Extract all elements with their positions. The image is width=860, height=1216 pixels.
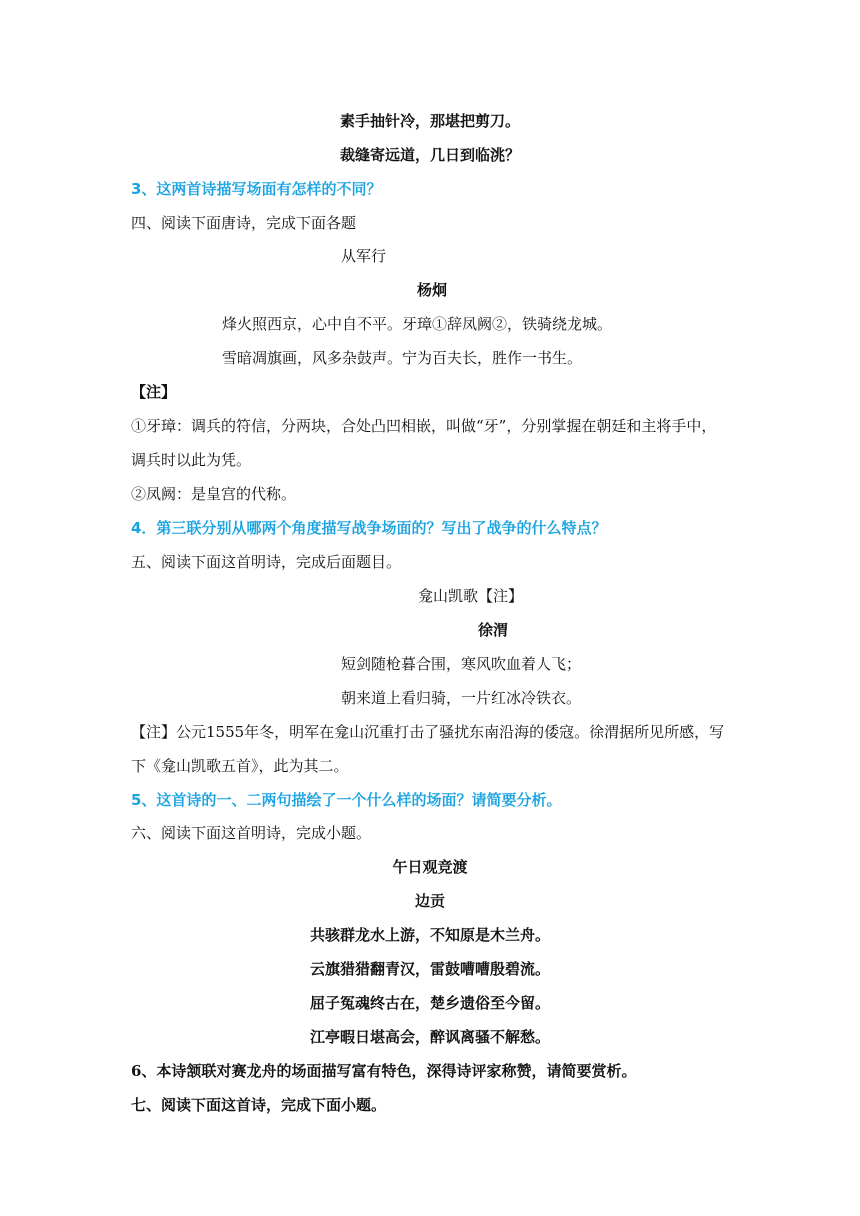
section-4-heading: 四、阅读下面唐诗，完成下面各题 (131, 214, 357, 232)
section-4-poem-line-1: 烽火照西京，心中自不平。牙璋①辞凤阙②，铁骑绕龙城。 (222, 315, 613, 333)
question-3: 3、这两首诗描写场面有怎样的不同？ (131, 180, 382, 198)
question-6: 6、本诗颔联对赛龙舟的场面描写富有特色，深得诗评家称赞，请简要赏析。 (131, 1062, 637, 1080)
section-5-poem-line-1: 短剑随枪暮合围，寒风吹血着人飞； (341, 655, 582, 673)
section-5-poem-title: 龛山凯歌【注】 (418, 587, 524, 605)
section-4-poem-author: 杨炯 (417, 281, 448, 299)
question-5: 5、这首诗的一、二两句描绘了一个什么样的场面？请简要分析。 (131, 791, 562, 809)
section-6-poem-line-1: 共骇群龙水上游，不知原是木兰舟。 (309, 926, 550, 944)
section-5-heading: 五、阅读下面这首明诗，完成后面题目。 (131, 553, 402, 571)
section-5-poem-line-2: 朝来道上看归骑，一片红冰冷铁衣。 (341, 689, 582, 707)
section-7-heading: 七、阅读下面这首诗，完成下面小题。 (131, 1096, 387, 1114)
section-5-poem-author: 徐渭 (478, 621, 509, 639)
section-4-poem-line-2: 雪暗凋旗画，风多杂鼓声。宁为百夫长，胜作一书生。 (222, 349, 583, 367)
section-5-note-a: 【注】公元1555年冬，明军在龛山沉重打击了骚扰东南沿海的倭寇。徐渭据所见所感，写 (131, 723, 725, 741)
section-4-note-2: ②凤阙：是皇宫的代称。 (131, 485, 297, 503)
section-4-poem-title: 从军行 (341, 247, 387, 265)
section-6-poem-line-4: 江亭暇日堪高会，醉讽离骚不解愁。 (309, 1028, 550, 1046)
section-6-heading: 六、阅读下面这首明诗，完成小题。 (131, 824, 372, 842)
section-4-note-1b: 调兵时以此为凭。 (131, 451, 252, 469)
question-4: 4．第三联分别从哪两个角度描写战争场面的？写出了战争的什么特点？ (131, 519, 607, 537)
section-4-note-1a: ①牙璋：调兵的符信，分两块，合处凸凹相嵌，叫做“牙”，分别掌握在朝廷和主将手中， (131, 417, 717, 435)
section-6-poem-title: 午日观竞渡 (392, 858, 468, 876)
section-6-poem-author: 边贡 (414, 892, 445, 910)
section-4-note-label: 【注】 (131, 383, 177, 401)
section-5-note-b: 下《龛山凯歌五首》，此为其二。 (131, 757, 349, 775)
section-6-poem-line-3: 屈子冤魂终古在，楚乡遗俗至今留。 (309, 994, 550, 1012)
poem-prev-line-2: 裁缝寄远道，几日到临洮？ (339, 146, 520, 164)
poem-prev-line-1: 素手抽针冷，那堪把剪刀。 (339, 112, 520, 130)
section-6-poem-line-2: 云旗猎猎翻青汉，雷鼓嘈嘈殷碧流。 (309, 960, 550, 978)
